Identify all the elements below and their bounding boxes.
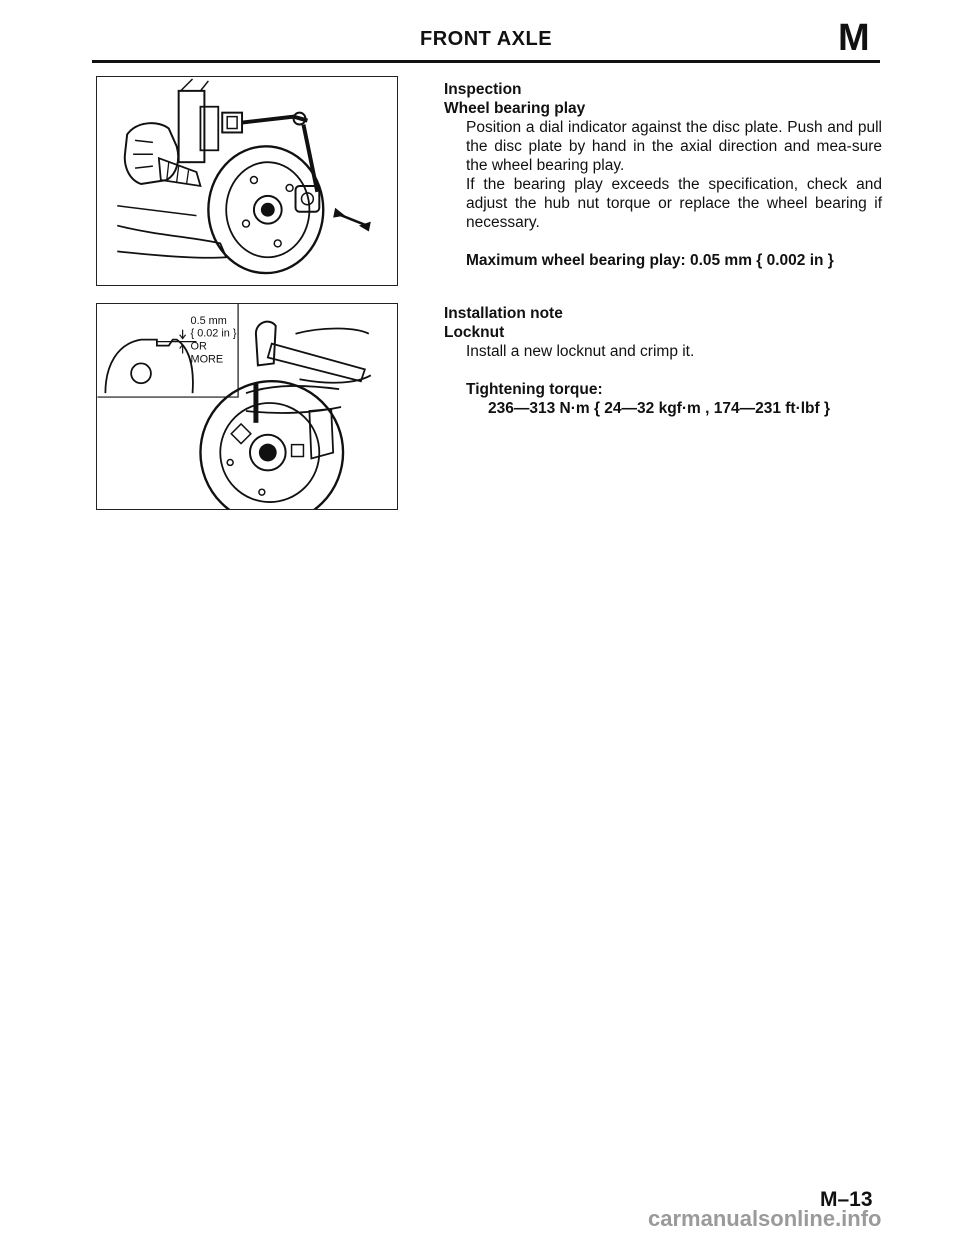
wheel-bearing-play-heading: Wheel bearing play: [444, 100, 586, 117]
torque-label: Tightening torque:: [466, 381, 603, 398]
torque-value: 236—313 N·m { 24—32 kgf·m , 174—231 ft·lbf }: [488, 400, 830, 417]
locknut-heading: Locknut: [444, 324, 505, 341]
page-number: M–13: [820, 1188, 873, 1211]
inspection-section: [444, 80, 882, 270]
page-title: FRONT AXLE: [420, 28, 553, 50]
section-letter: M: [838, 17, 870, 59]
installation-section: [444, 304, 882, 418]
locknut-crimp-illustration: [96, 303, 398, 510]
wheel-bearing-play-illustration: [96, 76, 398, 286]
inset-or: OR: [190, 340, 207, 353]
inset-more: MORE: [190, 353, 224, 366]
header-rule: [92, 60, 880, 63]
watermark: carmanualsonline.info: [648, 1206, 882, 1231]
inset-dimension-in: { 0.02 in }: [190, 327, 237, 340]
installation-heading: Installation note: [444, 305, 563, 322]
inspection-paragraph-2: If the bearing play exceeds the specification, check and adjust the hub nut torque or replace the wheel bearing if necessary.: [466, 176, 882, 231]
inset-dimension-mm: 0.5 mm: [190, 314, 227, 327]
inspection-paragraph-1: Position a dial indicator against the disc plate. Push and pull the disc plate by hand in the axial direction and mea-sure the wheel bearing play.: [466, 119, 882, 174]
max-bearing-play-spec: Maximum wheel bearing play: 0.05 mm { 0.002 in }: [466, 252, 834, 269]
locknut-instruction: Install a new locknut and crimp it.: [466, 343, 695, 360]
inspection-heading: Inspection: [444, 81, 522, 98]
